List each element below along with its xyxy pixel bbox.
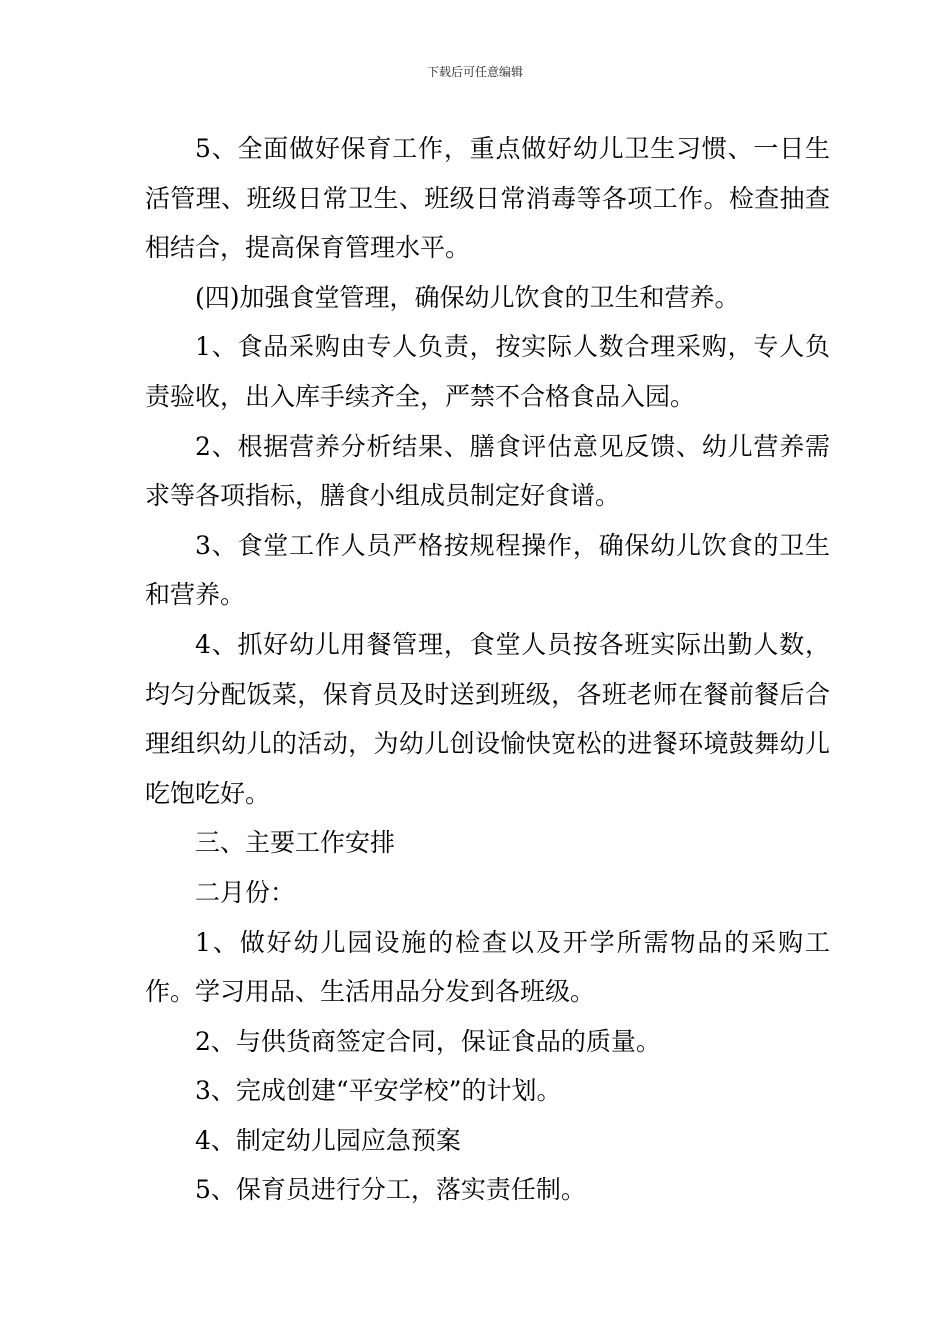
paragraph-facility-check: 1、做好幼儿园设施的检查以及开学所需物品的采购工作。学习用品、生活用品分发到各班级。 — [145, 927, 830, 1007]
paragraph-supplier-contract: 2、与供货商签定合同，保证食品的质量。 — [195, 1026, 661, 1056]
paragraph-canteen-heading: (四)加强食堂管理，确保幼儿饮食的卫生和营养。 — [195, 282, 740, 312]
paragraph-recipe: 2、根据营养分析结果、膳食评估意见反馈、幼儿营养需求等各项指标，膳食小组成员制定好食谱。 — [145, 431, 830, 511]
document-body — [145, 124, 830, 1215]
paragraph-care-work: 5、全面做好保育工作，重点做好幼儿卫生习惯、一日生活管理、班级日常卫生、班级日常消毒等各项工作。检查抽查相结合，提高保育管理水平。 — [145, 134, 830, 263]
paragraph-safe-school: 3、完成创建“平安学校”的计划。 — [195, 1076, 562, 1106]
paragraph-food-purchase: 1、食品采购由专人负责，按实际人数合理采购，专人负责验收，出入库手续齐全，严禁不合格食品入园。 — [145, 332, 830, 411]
paragraph-canteen-staff: 3、食堂工作人员严格按规程操作，确保幼儿饮食的卫生和营养。 — [145, 530, 830, 610]
page-header: 下载后可任意编辑 — [426, 65, 523, 79]
month-heading-february: 二月份： — [195, 877, 296, 907]
paragraph-meal-management: 4、抓好幼儿用餐管理，食堂人员按各班实际出勤人数，均匀分配饭菜，保育员及时送到班级，各班老师在餐前餐后合理组织幼儿的活动，为幼儿创设愉快宽松的进餐环境鼓舞幼儿吃饱吃好。 — [145, 629, 830, 808]
paragraph-emergency-plan: 4、制定幼儿园应急预案 — [195, 1125, 461, 1155]
paragraph-staff-division: 5、保育员进行分工，落实责任制。 — [195, 1175, 586, 1205]
section-heading-work-schedule: 三、主要工作安排 — [195, 828, 396, 858]
